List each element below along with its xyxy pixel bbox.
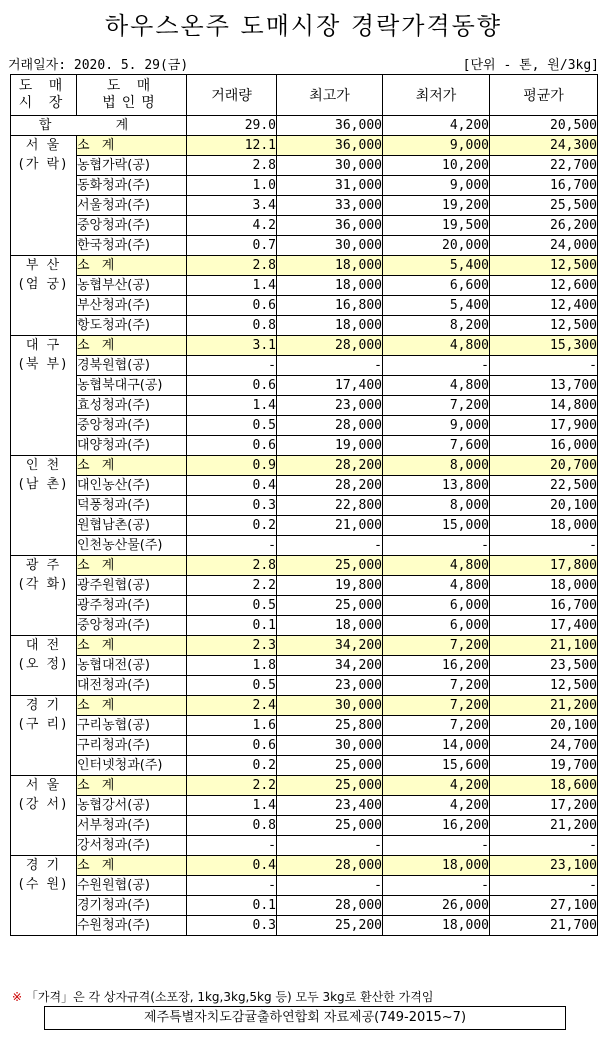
corp-name: 소 계	[77, 636, 187, 656]
market-name-line: (오 정)	[18, 657, 69, 672]
table-row	[11, 296, 598, 316]
max-price-cell: 16,800	[277, 296, 383, 316]
min-price-cell: 7,200	[383, 716, 490, 736]
avg-price-cell: 17,400	[490, 616, 598, 636]
min-price-cell: 19,500	[383, 216, 490, 236]
table-row	[11, 516, 598, 536]
max-price-cell: 30,000	[277, 236, 383, 256]
market-name-line: 대 구	[25, 338, 62, 353]
note-text: 「가격」은 각 상자규격(소포장, 1kg,3kg,5kg 등) 모두 3kg로 환산한 가격임	[25, 990, 434, 1004]
volume-cell: 2.2	[187, 776, 277, 796]
corp-name: 소 계	[77, 856, 187, 876]
table-row	[11, 576, 598, 596]
min-price-cell: 4,800	[383, 376, 490, 396]
table-row	[11, 476, 598, 496]
note-mark: ※	[12, 990, 23, 1004]
market-name-line: 부 산	[25, 258, 62, 273]
min-price-cell: 10,200	[383, 156, 490, 176]
corp-name: 광주청과(주)	[77, 596, 187, 616]
volume-cell: 1.4	[187, 796, 277, 816]
avg-price-cell: 20,100	[490, 716, 598, 736]
table-row	[11, 416, 598, 436]
max-price-cell: 30,000	[277, 696, 383, 716]
market-name-line: 광 주	[25, 558, 62, 573]
max-price-cell: 28,000	[277, 856, 383, 876]
avg-price-cell: -	[490, 536, 598, 556]
min-price-cell: 7,600	[383, 436, 490, 456]
min-price-cell: 7,200	[383, 396, 490, 416]
max-price-cell: 25,000	[277, 816, 383, 836]
avg-price-cell: 20,700	[490, 456, 598, 476]
table-row	[11, 176, 598, 196]
avg-price-cell: 26,200	[490, 216, 598, 236]
max-price-cell: 25,000	[277, 596, 383, 616]
corp-name: 농협대전(공)	[77, 656, 187, 676]
market-name-line: 인 천	[25, 458, 62, 473]
volume-cell: 4.2	[187, 216, 277, 236]
max-price-cell: 22,800	[277, 496, 383, 516]
corp-name: 소 계	[77, 336, 187, 356]
total-volume: 29.0	[187, 116, 277, 136]
table-row	[11, 716, 598, 736]
avg-price-cell: 16,700	[490, 596, 598, 616]
avg-price-cell: 23,100	[490, 856, 598, 876]
volume-cell: 3.4	[187, 196, 277, 216]
max-price-cell: 28,200	[277, 456, 383, 476]
corp-name: 대양청과(주)	[77, 436, 187, 456]
min-price-cell: 20,000	[383, 236, 490, 256]
min-price-cell: 4,800	[383, 576, 490, 596]
header-avg: 평균가	[490, 75, 598, 116]
avg-price-cell: 22,500	[490, 476, 598, 496]
min-price-cell: 9,000	[383, 416, 490, 436]
volume-cell: -	[187, 536, 277, 556]
max-price-cell: 25,800	[277, 716, 383, 736]
avg-price-cell: 14,800	[490, 396, 598, 416]
volume-cell: 0.6	[187, 436, 277, 456]
avg-price-cell: 24,000	[490, 236, 598, 256]
subtotal-row	[11, 256, 598, 276]
corp-name: 덕풍청과(주)	[77, 496, 187, 516]
corp-name: 서울청과(주)	[77, 196, 187, 216]
min-price-cell: 8,000	[383, 496, 490, 516]
max-price-cell: -	[277, 876, 383, 896]
market-cell	[11, 776, 77, 856]
max-price-cell: 31,000	[277, 176, 383, 196]
volume-cell: 2.8	[187, 156, 277, 176]
volume-cell: 2.4	[187, 696, 277, 716]
corp-name: 소 계	[77, 456, 187, 476]
corp-name: 서부청과(주)	[77, 816, 187, 836]
avg-price-cell: 24,700	[490, 736, 598, 756]
table-row	[11, 216, 598, 236]
market-cell	[11, 256, 77, 336]
volume-cell: 0.6	[187, 296, 277, 316]
market-name-line: (강 서)	[18, 797, 69, 812]
avg-price-cell: 20,100	[490, 496, 598, 516]
min-price-cell: -	[383, 836, 490, 856]
market-cell	[11, 336, 77, 456]
market-cell	[11, 556, 77, 636]
avg-price-cell: 24,300	[490, 136, 598, 156]
volume-cell: 0.4	[187, 476, 277, 496]
corp-name: 부산청과(주)	[77, 296, 187, 316]
min-price-cell: 16,200	[383, 816, 490, 836]
table-row	[11, 736, 598, 756]
table-row	[11, 436, 598, 456]
volume-cell: 0.6	[187, 736, 277, 756]
max-price-cell: 30,000	[277, 156, 383, 176]
market-cell	[11, 696, 77, 776]
market-name-line: (구 리)	[18, 717, 69, 732]
page-title: 하우스온주 도매시장 경락가격동향	[104, 12, 503, 40]
volume-cell: 2.3	[187, 636, 277, 656]
market-name-line: 서 울	[25, 778, 62, 793]
price-table	[10, 74, 598, 936]
max-price-cell: 23,000	[277, 676, 383, 696]
subtotal-row	[11, 636, 598, 656]
max-price-cell: 18,000	[277, 316, 383, 336]
min-price-cell: 9,000	[383, 176, 490, 196]
market-name-line: (남 촌)	[18, 477, 69, 492]
volume-cell: 0.9	[187, 456, 277, 476]
max-price-cell: 33,000	[277, 196, 383, 216]
max-price-cell: 18,000	[277, 616, 383, 636]
min-price-cell: 8,200	[383, 316, 490, 336]
volume-cell: 2.2	[187, 576, 277, 596]
table-row	[11, 876, 598, 896]
min-price-cell: 4,800	[383, 336, 490, 356]
footnote	[12, 988, 433, 1005]
table-row	[11, 236, 598, 256]
total-avg: 20,500	[490, 116, 598, 136]
corp-name: 광주원협(공)	[77, 576, 187, 596]
volume-cell: 0.8	[187, 816, 277, 836]
max-price-cell: 23,000	[277, 396, 383, 416]
min-price-cell: 14,000	[383, 736, 490, 756]
corp-name: 항도청과(주)	[77, 316, 187, 336]
max-price-cell: 18,000	[277, 256, 383, 276]
table-row	[11, 616, 598, 636]
max-price-cell: 19,000	[277, 436, 383, 456]
max-price-cell: -	[277, 356, 383, 376]
min-price-cell: 5,400	[383, 296, 490, 316]
max-price-cell: 28,200	[277, 476, 383, 496]
max-price-cell: 17,400	[277, 376, 383, 396]
market-cell	[11, 856, 77, 936]
groups-body	[11, 136, 598, 936]
avg-price-cell: -	[490, 836, 598, 856]
min-price-cell: 7,200	[383, 696, 490, 716]
table-row	[11, 656, 598, 676]
min-price-cell: 6,000	[383, 616, 490, 636]
market-cell	[11, 456, 77, 556]
max-price-cell: 34,200	[277, 636, 383, 656]
max-price-cell: 36,000	[277, 216, 383, 236]
total-label: 합 계	[11, 116, 187, 136]
table-row	[11, 916, 598, 936]
min-price-cell: -	[383, 876, 490, 896]
avg-price-cell: -	[490, 356, 598, 376]
subtotal-row	[11, 696, 598, 716]
avg-price-cell: 18,600	[490, 776, 598, 796]
min-price-cell: 4,200	[383, 796, 490, 816]
table-header-row	[11, 75, 598, 116]
table-row	[11, 676, 598, 696]
min-price-cell: 15,600	[383, 756, 490, 776]
max-price-cell: 28,000	[277, 336, 383, 356]
volume-cell: 0.3	[187, 916, 277, 936]
table-row	[11, 796, 598, 816]
market-cell	[11, 636, 77, 696]
market-name-line: 경 기	[25, 698, 62, 713]
volume-cell: 3.1	[187, 336, 277, 356]
max-price-cell: 25,000	[277, 776, 383, 796]
corp-name: 농협북대구(공)	[77, 376, 187, 396]
min-price-cell: 8,000	[383, 456, 490, 476]
subtotal-row	[11, 556, 598, 576]
corp-name: 중앙청과(주)	[77, 216, 187, 236]
max-price-cell: -	[277, 836, 383, 856]
corp-name: 소 계	[77, 776, 187, 796]
corp-name: 소 계	[77, 696, 187, 716]
min-price-cell: 18,000	[383, 856, 490, 876]
max-price-cell: 25,000	[277, 756, 383, 776]
header-corp: 도 매 법인명	[77, 75, 187, 116]
volume-cell: 0.7	[187, 236, 277, 256]
table-row	[11, 896, 598, 916]
market-name-line: (각 화)	[18, 577, 69, 592]
volume-cell: 0.2	[187, 516, 277, 536]
min-price-cell: 4,800	[383, 556, 490, 576]
max-price-cell: 28,000	[277, 896, 383, 916]
table-row	[11, 376, 598, 396]
avg-price-cell: 21,200	[490, 816, 598, 836]
market-name-line: (가 락)	[18, 157, 69, 172]
max-price-cell: -	[277, 536, 383, 556]
table-row	[11, 536, 598, 556]
max-price-cell: 25,000	[277, 556, 383, 576]
table-row	[11, 836, 598, 856]
max-price-cell: 23,400	[277, 796, 383, 816]
avg-price-cell: 12,600	[490, 276, 598, 296]
max-price-cell: 25,200	[277, 916, 383, 936]
avg-price-cell: 25,500	[490, 196, 598, 216]
volume-cell: 0.8	[187, 316, 277, 336]
avg-price-cell: 12,400	[490, 296, 598, 316]
volume-cell: 2.8	[187, 256, 277, 276]
corp-name: 소 계	[77, 136, 187, 156]
volume-cell: 1.0	[187, 176, 277, 196]
min-price-cell: -	[383, 356, 490, 376]
corp-name: 동화청과(주)	[77, 176, 187, 196]
corp-name: 대인농산(주)	[77, 476, 187, 496]
subheader	[8, 54, 599, 72]
corp-name: 중앙청과(주)	[77, 616, 187, 636]
corp-name: 인천농산물(주)	[77, 536, 187, 556]
min-price-cell: 13,800	[383, 476, 490, 496]
corp-name: 강서청과(주)	[77, 836, 187, 856]
max-price-cell: 21,000	[277, 516, 383, 536]
corp-name: 소 계	[77, 556, 187, 576]
max-price-cell: 34,200	[277, 656, 383, 676]
total-row	[11, 116, 598, 136]
corp-name: 원협남촌(공)	[77, 516, 187, 536]
volume-cell: 0.5	[187, 416, 277, 436]
avg-price-cell: 17,200	[490, 796, 598, 816]
min-price-cell: 5,400	[383, 256, 490, 276]
min-price-cell: 6,000	[383, 596, 490, 616]
corp-name: 수원청과(주)	[77, 916, 187, 936]
corp-name: 대전청과(주)	[77, 676, 187, 696]
avg-price-cell: 18,000	[490, 516, 598, 536]
market-name-line: 경 기	[25, 858, 62, 873]
volume-cell: 0.5	[187, 596, 277, 616]
max-price-cell: 36,000	[277, 136, 383, 156]
avg-price-cell: 16,700	[490, 176, 598, 196]
source-credit: 제주특별자치도감귤출하연합회 자료제공(749-2015~7)	[44, 1006, 566, 1030]
min-price-cell: 26,000	[383, 896, 490, 916]
avg-price-cell: 12,500	[490, 676, 598, 696]
min-price-cell: 6,600	[383, 276, 490, 296]
avg-price-cell: 13,700	[490, 376, 598, 396]
volume-cell: 0.1	[187, 616, 277, 636]
trade-date: 거래일자: 2020. 5. 29(금)	[8, 58, 189, 73]
volume-cell: 0.1	[187, 896, 277, 916]
market-cell	[11, 136, 77, 256]
min-price-cell: 9,000	[383, 136, 490, 156]
avg-price-cell: 27,100	[490, 896, 598, 916]
avg-price-cell: 19,700	[490, 756, 598, 776]
max-price-cell: 30,000	[277, 736, 383, 756]
corp-name: 인터넷청과(주)	[77, 756, 187, 776]
subtotal-row	[11, 776, 598, 796]
avg-price-cell: 23,500	[490, 656, 598, 676]
avg-price-cell: 15,300	[490, 336, 598, 356]
volume-cell: 0.6	[187, 376, 277, 396]
min-price-cell: 19,200	[383, 196, 490, 216]
max-price-cell: 28,000	[277, 416, 383, 436]
total-max: 36,000	[277, 116, 383, 136]
corp-name: 구리청과(주)	[77, 736, 187, 756]
table-row	[11, 496, 598, 516]
table-row	[11, 156, 598, 176]
avg-price-cell: 22,700	[490, 156, 598, 176]
corp-name: 구리농협(공)	[77, 716, 187, 736]
corp-name: 중앙청과(주)	[77, 416, 187, 436]
market-name-line: (엄 궁)	[18, 277, 69, 292]
subtotal-row	[11, 136, 598, 156]
avg-price-cell: -	[490, 876, 598, 896]
corp-name: 농협가락(공)	[77, 156, 187, 176]
table-row	[11, 356, 598, 376]
volume-cell: 0.4	[187, 856, 277, 876]
table-row	[11, 596, 598, 616]
volume-cell: 1.4	[187, 276, 277, 296]
volume-cell: 1.6	[187, 716, 277, 736]
corp-name: 농협강서(공)	[77, 796, 187, 816]
max-price-cell: 19,800	[277, 576, 383, 596]
corp-name: 경기청과(주)	[77, 896, 187, 916]
market-name-line: 대 전	[25, 638, 62, 653]
volume-cell: 12.1	[187, 136, 277, 156]
table-row	[11, 816, 598, 836]
volume-cell: -	[187, 836, 277, 856]
min-price-cell: 18,000	[383, 916, 490, 936]
min-price-cell: 15,000	[383, 516, 490, 536]
header-max: 최고가	[277, 75, 383, 116]
min-price-cell: 16,200	[383, 656, 490, 676]
avg-price-cell: 21,200	[490, 696, 598, 716]
table-row	[11, 316, 598, 336]
volume-cell: 2.8	[187, 556, 277, 576]
header-market: 도 매 시 장	[11, 75, 77, 116]
avg-price-cell: 21,700	[490, 916, 598, 936]
subtotal-row	[11, 336, 598, 356]
corp-name: 소 계	[77, 256, 187, 276]
market-name-line: (북 부)	[18, 357, 69, 372]
min-price-cell: -	[383, 536, 490, 556]
market-name-line: (수 원)	[18, 877, 69, 892]
header-min: 최저가	[383, 75, 490, 116]
avg-price-cell: 21,100	[490, 636, 598, 656]
subtotal-row	[11, 856, 598, 876]
corp-name: 수원원협(공)	[77, 876, 187, 896]
avg-price-cell: 18,000	[490, 576, 598, 596]
volume-cell: 0.5	[187, 676, 277, 696]
volume-cell: 0.3	[187, 496, 277, 516]
market-name-line: 서 울	[25, 138, 62, 153]
corp-name: 경북원협(공)	[77, 356, 187, 376]
corp-name: 농협부산(공)	[77, 276, 187, 296]
min-price-cell: 7,200	[383, 676, 490, 696]
avg-price-cell: 12,500	[490, 256, 598, 276]
table-row	[11, 396, 598, 416]
volume-cell: 0.2	[187, 756, 277, 776]
volume-cell: 1.4	[187, 396, 277, 416]
avg-price-cell: 16,000	[490, 436, 598, 456]
volume-cell: -	[187, 876, 277, 896]
unit-label: [단위 - 톤, 원/3kg]	[462, 58, 599, 73]
avg-price-cell: 12,500	[490, 316, 598, 336]
table-row	[11, 276, 598, 296]
table-row	[11, 756, 598, 776]
corp-name: 효성청과(주)	[77, 396, 187, 416]
subtotal-row	[11, 456, 598, 476]
corp-name: 한국청과(주)	[77, 236, 187, 256]
avg-price-cell: 17,900	[490, 416, 598, 436]
table-row	[11, 196, 598, 216]
min-price-cell: 7,200	[383, 636, 490, 656]
max-price-cell: 18,000	[277, 276, 383, 296]
avg-price-cell: 17,800	[490, 556, 598, 576]
volume-cell: -	[187, 356, 277, 376]
header-volume: 거래량	[187, 75, 277, 116]
min-price-cell: 4,200	[383, 776, 490, 796]
total-min: 4,200	[383, 116, 490, 136]
volume-cell: 1.8	[187, 656, 277, 676]
